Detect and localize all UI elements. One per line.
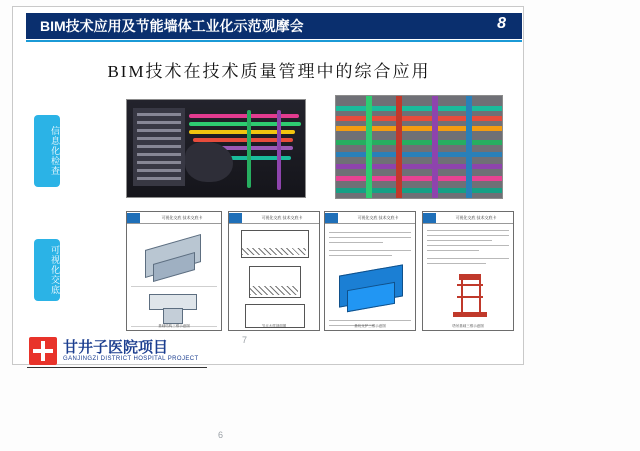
- photo1-screen: [127, 100, 305, 197]
- drawing-card-3: [324, 211, 416, 331]
- drawing-card-3-header: [325, 212, 415, 224]
- company-logo-icon: [127, 213, 140, 223]
- drawing-card-2-body: [229, 224, 319, 331]
- drawing-card-3-body: [325, 224, 415, 331]
- drawing-card-1-caption: 基础结构三维示意图: [158, 324, 190, 328]
- drawing-card-2-title: 可视化交底 技术交底卡: [261, 214, 303, 220]
- header-underline: [26, 40, 522, 42]
- photo1-hand: [185, 142, 233, 182]
- slide-page-number: 8: [497, 15, 506, 32]
- drawing-card-3-title: 可视化交底 技术交底卡: [357, 214, 399, 220]
- drawing-card-2-header: [229, 212, 319, 224]
- drawing-card-2: [228, 211, 320, 331]
- drawing-card-4-title: 可视化交底 技术交底卡: [455, 214, 497, 220]
- drawing-card-4: [422, 211, 514, 331]
- drawing-card-1-body: [127, 224, 221, 331]
- photo2-background: [336, 96, 502, 198]
- drawing-card-4-header: [423, 212, 513, 224]
- footer-company-en: GANJINGZI DISTRICT HOSPITAL PROJECT: [63, 356, 199, 362]
- photo-site-inspection: [126, 99, 306, 198]
- cross-logo-icon: [29, 337, 57, 365]
- drawing-card-1-title: 可视化交底 技术交底卡: [161, 214, 203, 220]
- footer-company-cn: 甘井子医院项目: [63, 340, 169, 356]
- drawing-card-2-caption: 节点大样剖面图: [261, 324, 287, 328]
- photo1-panel: [133, 108, 185, 186]
- drawing-card-3-caption: 基坑支护三维示意图: [354, 324, 386, 328]
- presentation-slide: [12, 6, 524, 365]
- footer-logo-block: [29, 337, 199, 365]
- drawing-card-4-body: [423, 224, 513, 331]
- scan-mark-middle: 7: [242, 335, 248, 345]
- drawing-card-4-caption: 塔吊基础三维示意图: [452, 324, 484, 328]
- drawing-card-1-header: [127, 212, 221, 224]
- footer-divider: [27, 367, 207, 368]
- slide-header-title: BIM技术应用及节能墙体工业化示范观摩会: [40, 18, 304, 34]
- slide-header-bar: [26, 13, 522, 39]
- side-tab-visual-disclosure: 可视化交底: [34, 239, 60, 301]
- photo-mep-model: [335, 95, 503, 199]
- company-logo-icon: [325, 213, 338, 223]
- scan-mark-bottom: 6: [218, 430, 224, 440]
- side-tab-information-check: 信息化检查: [34, 115, 60, 187]
- drawing-card-1: [126, 211, 222, 331]
- company-logo-icon: [229, 213, 242, 223]
- slide-main-heading: BIM技术在技术质量管理中的综合应用: [107, 62, 431, 81]
- company-logo-icon: [423, 213, 436, 223]
